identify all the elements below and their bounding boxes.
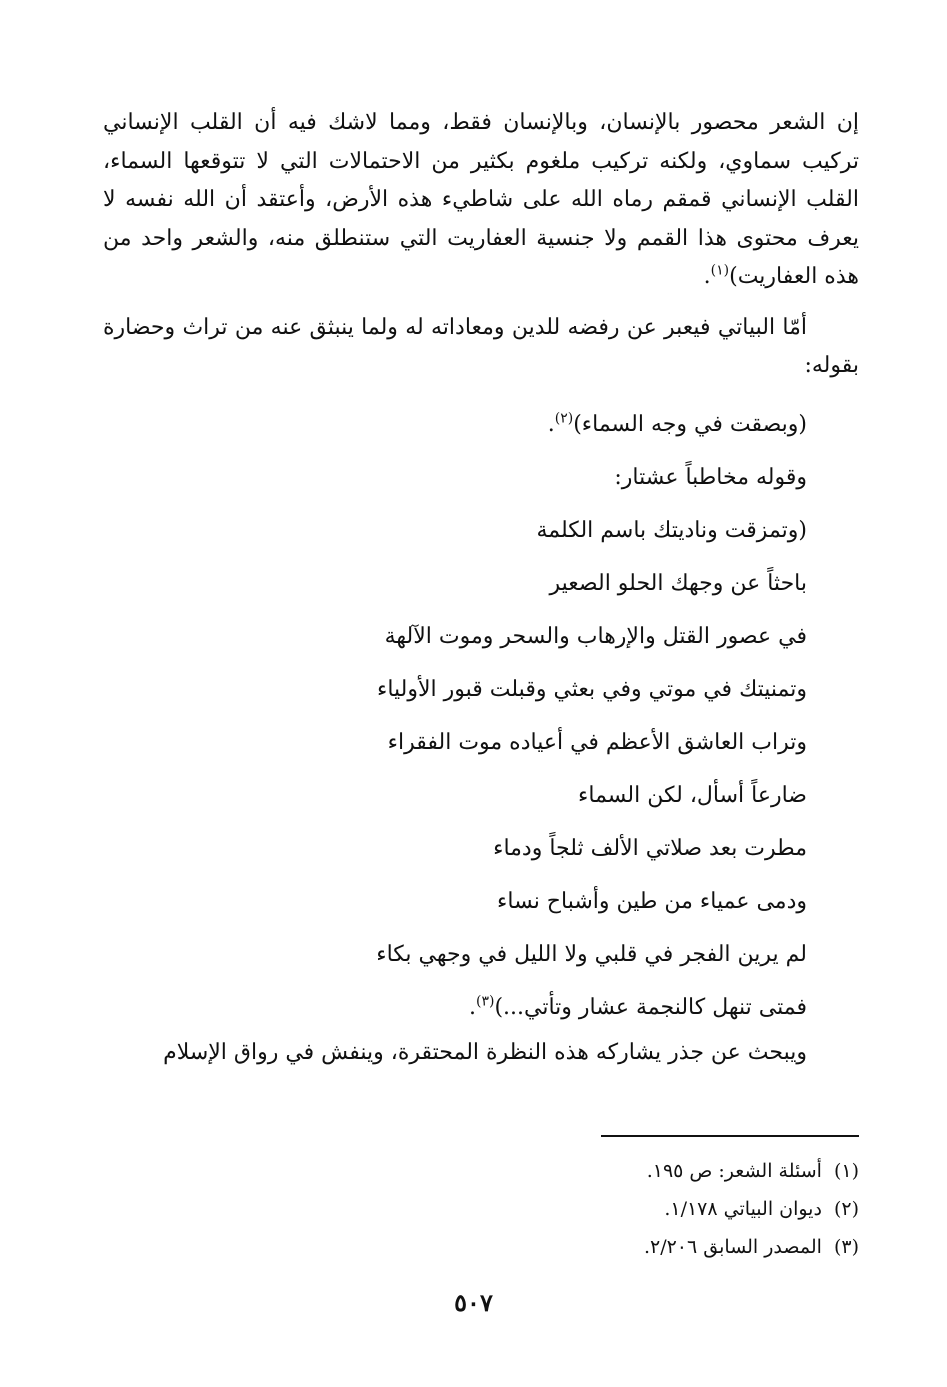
paragraph-2 bbox=[103, 309, 859, 386]
footnote-1 bbox=[459, 1152, 859, 1190]
footnote-separator bbox=[601, 1135, 859, 1137]
quote-text: (وبصقت في وجه السماء) bbox=[573, 411, 807, 437]
poem-last-end: . bbox=[468, 994, 476, 1020]
poem-last-text: فمتى تنهل كالنجمة عشار وتأتي...) bbox=[494, 994, 807, 1020]
poem-line-9: لم يرين الفجر في قلبي ولا الليل في وجهي بكاء bbox=[376, 941, 807, 967]
paragraph-3 bbox=[103, 1034, 859, 1073]
footnote-ref-1: (١) bbox=[710, 262, 730, 279]
footnotes bbox=[459, 1152, 859, 1266]
poem-line-8: ودمى عمياء من طين وأشباح نساء bbox=[497, 888, 807, 914]
paragraph-1-end: . bbox=[703, 264, 711, 289]
poem-line-2: باحثاً عن وجهك الحلو الصعير bbox=[549, 570, 807, 596]
poem-line-3: في عصور القتل والإرهاب والسحر وموت الآلهة bbox=[384, 623, 807, 649]
body-text bbox=[103, 104, 859, 1084]
page-number: ٥٠٧ bbox=[454, 1288, 493, 1317]
quote-end: . bbox=[547, 411, 555, 437]
footnote-2-number: (٢) bbox=[833, 1198, 859, 1220]
poem-intro: وقوله مخاطباً عشتار: bbox=[614, 464, 807, 490]
poem-line-last bbox=[103, 981, 807, 1034]
footnote-3-number: (٣) bbox=[833, 1236, 859, 1258]
poem-line-4: وتمنيتك في موتي وفي بعثي وقبلت قبور الأولياء bbox=[376, 676, 807, 702]
poem-line-6: ضارعاً أسأل، لكن السماء bbox=[578, 782, 807, 808]
footnote-1-text: أسئلة الشعر: ص ١٩٥. bbox=[646, 1160, 822, 1182]
footnote-2-text: ديوان البياتي ١/١٧٨. bbox=[664, 1198, 822, 1220]
footnote-ref-2: (٢) bbox=[554, 410, 574, 427]
poem-line-5: وتراب العاشق الأعظم في أعياده موت الفقراء bbox=[387, 729, 807, 755]
paragraph-1-text: إن الشعر محصور بالإنسان، وبالإنسان فقط، ومما لاشك فيه أن القلب الإنساني تركيب سماوي، ولكنه تركيب ملغوم بكثير من الاحتمالات التي لا تتوقعها السماء، القلب الإنساني قمقم رماه الله على شاطيء هذه الأرض، وأعتقد أن الله نفسه لا يعرف محتوى هذا القمم ولا جنسية العفاريت التي ستنطلق منه، والشعر واحد من هذه العفاريت) bbox=[103, 110, 859, 289]
paragraph-1 bbox=[103, 104, 859, 297]
quote-line bbox=[103, 398, 807, 451]
paragraph-3-text: ويبحث عن جذر يشاركه هذه النظرة المحتقرة، وينفش في رواق الإسلام bbox=[163, 1039, 807, 1065]
footnote-2 bbox=[459, 1190, 859, 1228]
quote-block bbox=[103, 398, 859, 1034]
footnote-1-number: (١) bbox=[833, 1160, 859, 1182]
footnote-3-text: المصدر السابق ٢/٢٠٦. bbox=[643, 1236, 822, 1258]
paragraph-2-text: أمّا البياتي فيعبر عن رفضه للدين ومعاداته له ولما ينبثق عنه من تراث وحضارة بقوله: bbox=[103, 314, 859, 378]
footnote-ref-3: (٣) bbox=[475, 993, 495, 1010]
footnote-3 bbox=[459, 1228, 859, 1266]
poem-line-1: (وتمزقت وناديتك باسم الكلمة bbox=[536, 517, 807, 543]
poem-line-7: مطرت بعد صلاتي الألف ثلجاً ودماء bbox=[493, 835, 807, 861]
